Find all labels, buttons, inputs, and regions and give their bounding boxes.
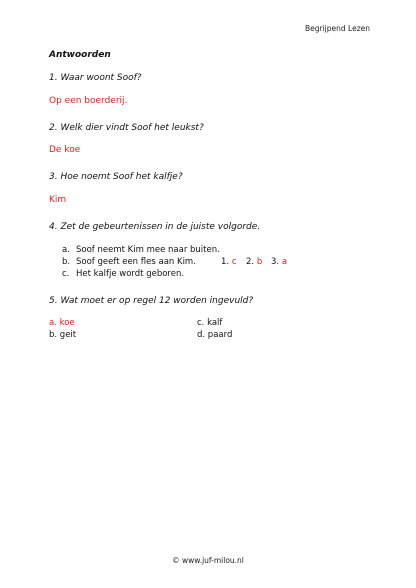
- order-item-1: [221, 257, 237, 267]
- order-letter-2: b: [256, 257, 263, 267]
- order-number-2: 2.: [246, 257, 255, 267]
- order-number-1: 1.: [221, 257, 230, 267]
- option-b: b. geit: [49, 330, 77, 340]
- event-label-b: b.: [62, 257, 71, 267]
- order-item-2: [246, 257, 262, 267]
- event-label-a: a.: [62, 245, 70, 255]
- answer-1: Op een boerderij.: [49, 96, 128, 106]
- question-2: 2. Welk dier vindt Soof het leukst?: [49, 123, 204, 133]
- option-d: d. paard: [197, 330, 233, 340]
- question-3: 3. Hoe noemt Soof het kalfje?: [49, 172, 183, 182]
- header-subject: Begrijpend Lezen: [304, 24, 370, 33]
- question-4: 4. Zet de gebeurtenissen in de juiste volgorde.: [49, 222, 261, 232]
- event-text-b: Soof geeft een fles aan Kim.: [76, 257, 196, 267]
- order-item-3: [271, 257, 287, 267]
- order-number-3: 3.: [271, 257, 280, 267]
- option-c: c. kalf: [197, 318, 223, 328]
- order-letter-3: a: [281, 257, 288, 267]
- page-title: Antwoorden: [49, 50, 111, 60]
- footer-website: © www.juf-milou.nl: [172, 556, 244, 565]
- answer-3: Kim: [49, 195, 67, 205]
- question-1: 1. Waar woont Soof?: [49, 73, 142, 83]
- order-letter-1: c: [231, 257, 237, 267]
- event-text-c: Het kalfje wordt geboren.: [76, 269, 185, 279]
- question-5: 5. Wat moet er op regel 12 worden ingevuld?: [49, 296, 254, 306]
- event-label-c: c.: [62, 269, 70, 279]
- event-text-a: Soof neemt Kim mee naar buiten.: [76, 245, 220, 255]
- answer-2: De koe: [49, 145, 81, 155]
- option-a: a. koe: [49, 318, 75, 328]
